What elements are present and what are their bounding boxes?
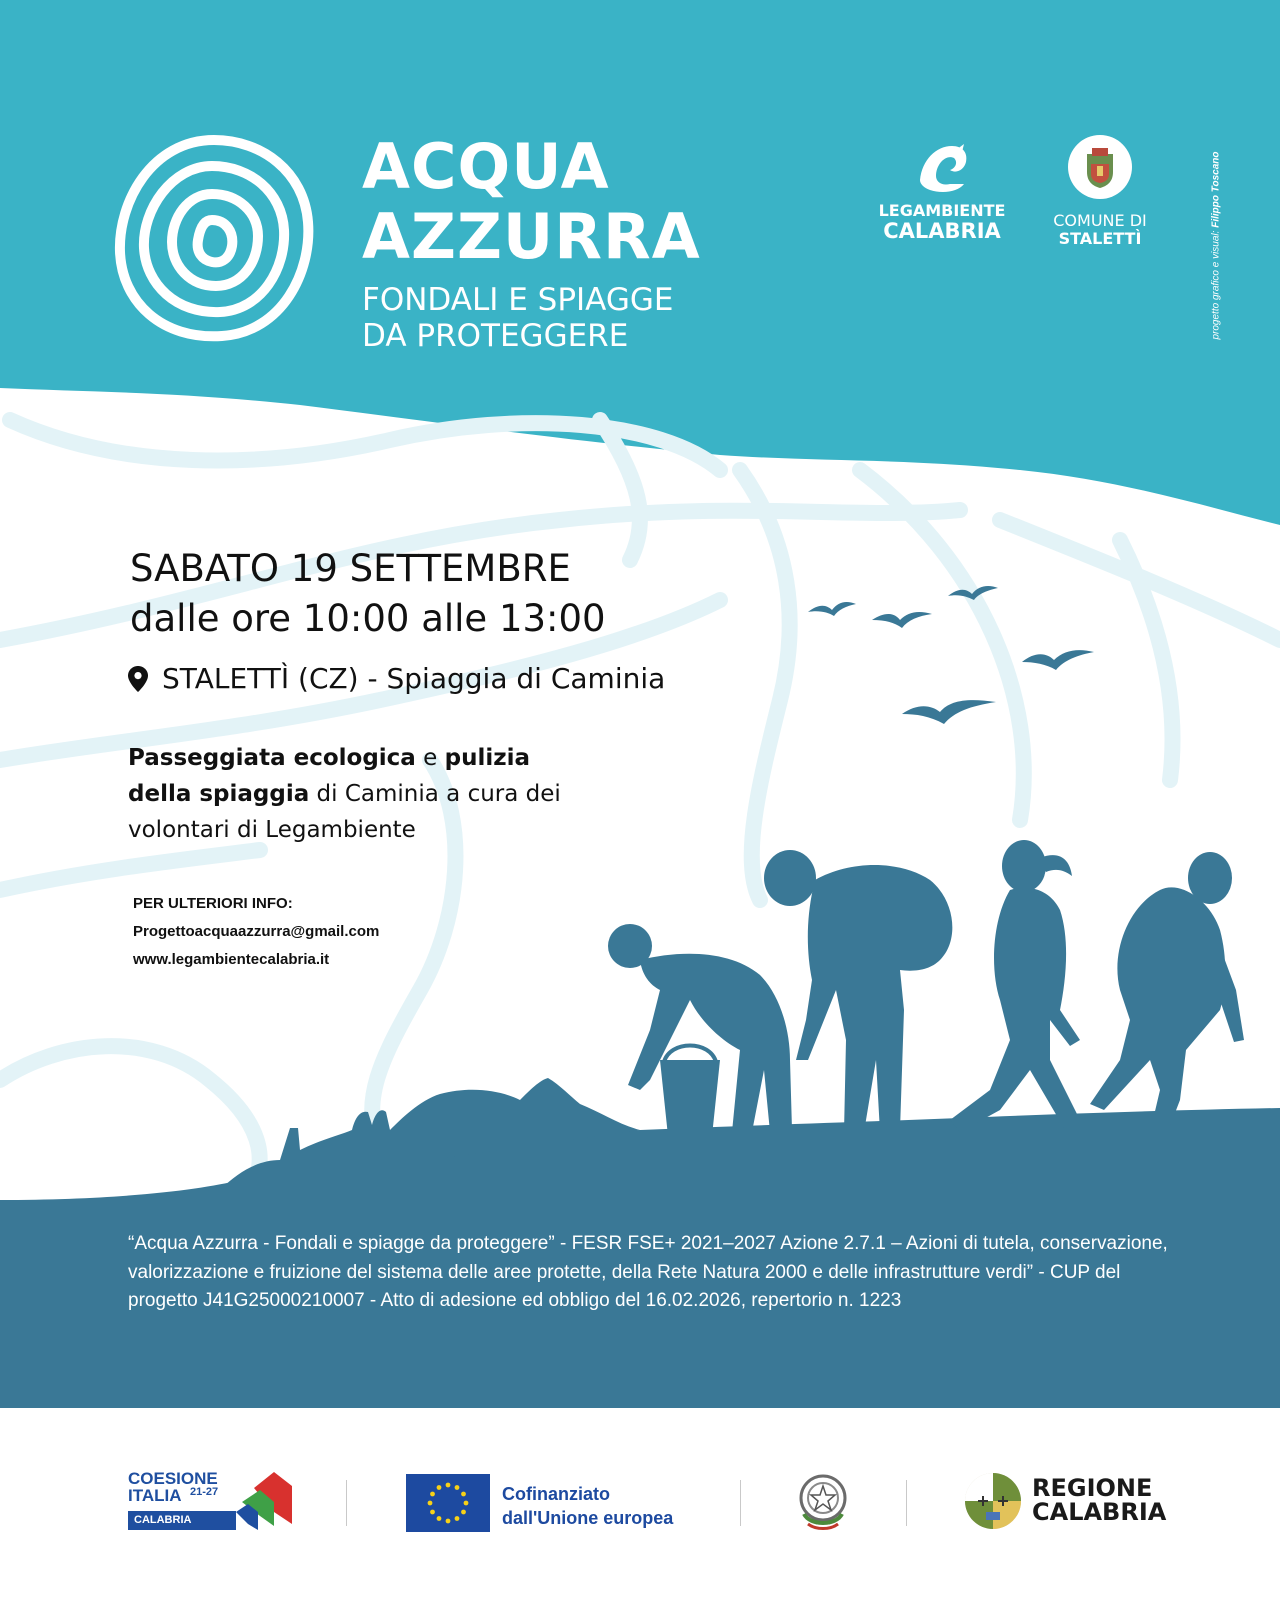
- seagull-icon: [902, 700, 996, 724]
- eu-line2: dall'Unione europea: [502, 1508, 674, 1528]
- eu-text: [502, 1482, 673, 1530]
- regione-calabria-emblem-icon: [964, 1472, 1022, 1530]
- subtitle-line2: DA PROTEGGERE: [362, 318, 629, 354]
- coesione-italia-logo: [128, 1468, 298, 1538]
- title-block: [362, 132, 701, 354]
- comune-staletti-logo: [1030, 134, 1170, 248]
- regione-text: [1032, 1476, 1166, 1524]
- footer-divider: [740, 1480, 741, 1526]
- regione-line2: CALABRIA: [1032, 1498, 1167, 1526]
- event-location: [128, 662, 665, 696]
- footer-logos: [0, 1408, 1280, 1600]
- desc-bold-cleaning: pulizia della spiaggia: [128, 745, 531, 807]
- event-description: [128, 740, 568, 848]
- title-line1: ACQUA: [362, 130, 610, 203]
- info-block: [133, 890, 379, 974]
- legambiente-logo: [872, 140, 1012, 242]
- regione-calabria-logo: [964, 1472, 1167, 1535]
- event-date: SABATO 19 SETTEMBRE: [130, 547, 571, 590]
- eu-line1: Cofinanziato: [502, 1484, 610, 1504]
- eu-flag-icon: [406, 1474, 490, 1532]
- event-time: dalle ore 10:00 alle 13:00: [130, 597, 606, 640]
- italian-emblem-icon: [796, 1470, 850, 1534]
- desc-rest: di Caminia a cura dei volontari di Legambiente: [128, 781, 561, 843]
- legambiente-line2: CALABRIA: [883, 219, 1001, 243]
- legambiente-line1: LEGAMBIENTE: [878, 201, 1006, 220]
- design-credit: [1211, 126, 1222, 366]
- coat-of-arms-icon: [1067, 134, 1133, 200]
- comune-line1: COMUNE DI: [1053, 211, 1147, 230]
- footer-divider: [346, 1480, 347, 1526]
- seagull-icon: [808, 602, 856, 616]
- legal-text: “Acqua Azzurra - Fondali e spiagge da proteggere” - FESR FSE+ 2021–2027 Azione 2.7.1 – Azioni di tutela, conservazione, valorizzazione e fruizione del sistema delle aree protette, della Rete Natura 2000 e delle infrastrutture verdi” - CUP del progetto J41G25000210007 - Atto di adesione ed obbligo del 16.02.2026, repertorio n. 1223: [128, 1233, 1168, 1311]
- event-datetime: [130, 544, 606, 644]
- seagulls: [808, 586, 1094, 724]
- coesione-line1: COESIONE: [128, 1469, 218, 1488]
- location-pin-icon: [128, 666, 148, 692]
- credit-prefix: progetto grafico e visual:: [1210, 230, 1222, 340]
- coesione-line2: ITALIA: [128, 1486, 182, 1505]
- footer-divider: [906, 1480, 907, 1526]
- comune-line2: STALETTÌ: [1058, 229, 1142, 248]
- title-line2: AZZURRA: [362, 200, 701, 273]
- seagull-icon: [1022, 650, 1094, 670]
- credit-author: Filippo Toscano: [1210, 151, 1222, 228]
- volunteers-silhouette: [608, 840, 1244, 1136]
- coesione-years: 21-27: [190, 1486, 219, 1498]
- seagull-icon: [872, 612, 932, 628]
- info-email[interactable]: Progettoacquaazzurra@gmail.com: [133, 923, 380, 940]
- desc-conj: e: [415, 745, 445, 771]
- regione-line1: REGIONE: [1032, 1474, 1153, 1502]
- desc-bold-walk: Passeggiata ecologica: [128, 745, 416, 771]
- coesione-region: CALABRIA: [128, 1511, 236, 1530]
- subtitle-line1: FONDALI E SPIAGGE: [362, 282, 674, 318]
- subtitle: [362, 282, 701, 354]
- info-heading: PER ULTERIORI INFO:: [133, 895, 293, 912]
- coesione-arrow-icon: [234, 1468, 294, 1530]
- info-website[interactable]: www.legambientecalabria.it: [133, 951, 330, 968]
- concentric-wave-logo: [112, 132, 316, 344]
- swan-icon: [912, 140, 972, 194]
- location-text: STALETTÌ (CZ) - Spiaggia di Caminia: [162, 662, 666, 695]
